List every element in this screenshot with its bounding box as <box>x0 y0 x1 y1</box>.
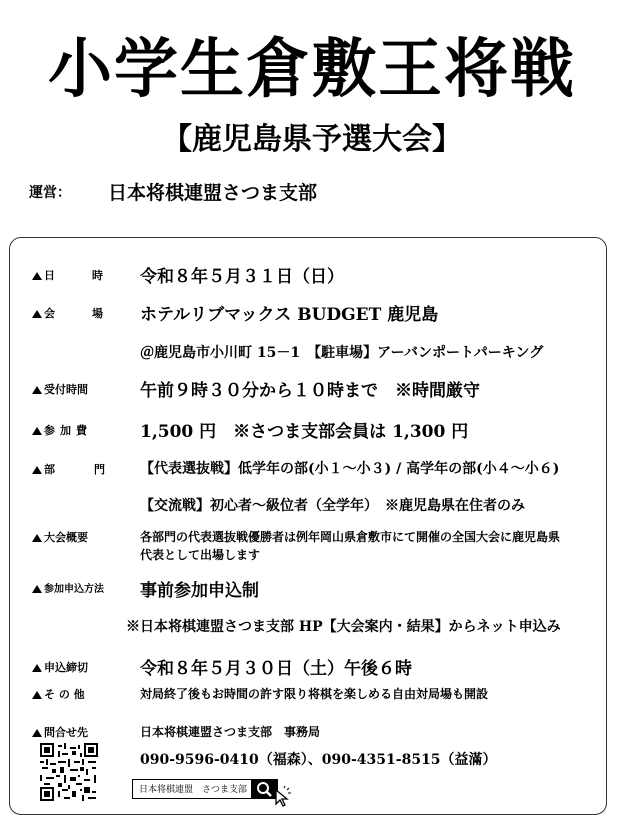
deadline-label: 申込締切 <box>44 661 88 674</box>
division-label: 部 門 <box>44 463 119 476</box>
division-line1: 【代表選抜戦】低学年の部(小１～小３) / 高学年の部(小４～小６) <box>140 461 560 477</box>
info-panel <box>9 237 607 815</box>
organizer-label: 運営： <box>29 185 71 201</box>
shogi-piece-icon <box>32 272 42 280</box>
shogi-piece-icon <box>32 427 42 435</box>
date-label: 日 時 <box>44 269 108 282</box>
application-label: 参加申込方法 <box>44 584 104 595</box>
shogi-piece-icon <box>32 691 42 699</box>
other-value: 対局終了後もお時間の許す限り将棋を楽しめる自由対局場も開設 <box>140 687 489 701</box>
shogi-piece-icon <box>32 664 42 672</box>
date-value: 令和８年５月３１日（日） <box>140 267 344 287</box>
application-note: ※日本将棋連盟さつま支部 HP【大会案内・結果】からネット申込み <box>126 619 561 635</box>
contact-label: 問合せ先 <box>44 726 88 739</box>
deadline-value: 令和８年５月３０日（土）午後６時 <box>140 659 412 679</box>
venue-label: 会 場 <box>44 307 108 320</box>
overview-line2: 代表として出場します <box>140 548 261 562</box>
contact-phones: 090-9596-0410（福森）、090-4351-8515（益滿） <box>140 752 497 768</box>
fee-label: 参加費 <box>44 424 92 437</box>
division-line2: 【交流戦】初心者～級位者（全学年） ※鹿児島県在住者のみ <box>140 498 525 514</box>
pointer-cursor-icon <box>272 786 292 808</box>
shogi-piece-icon <box>32 310 42 318</box>
search-box[interactable]: 日本将棋連盟 さつま支部 <box>132 779 252 799</box>
reception-label: 受付時間 <box>44 383 88 396</box>
shogi-piece-icon <box>32 729 42 737</box>
shogi-piece-icon <box>32 386 42 394</box>
shogi-piece-icon <box>32 466 42 474</box>
shogi-piece-icon <box>32 585 42 593</box>
organizer-name: 日本将棋連盟さつま支部 <box>108 182 318 204</box>
contact-office: 日本将棋連盟さつま支部 事務局 <box>140 725 321 739</box>
other-label: そ の 他 <box>44 688 85 701</box>
qr-code-icon[interactable] <box>40 743 98 801</box>
page-subtitle: 【鹿児島県予選大会】 <box>162 122 462 157</box>
shogi-piece-icon <box>32 534 42 542</box>
fee-value: 1,500 円 ※さつま支部会員は 1,300 円 <box>140 422 469 442</box>
overview-label: 大会概要 <box>44 531 88 544</box>
overview-line1: 各部門の代表選抜戦優勝者は例年岡山県倉敷市にて開催の全国大会に鹿児島県 <box>140 530 561 544</box>
venue-address: ＠鹿児島市小川町 15－1 【駐車場】アーバンポートパーキング <box>140 345 544 361</box>
reception-value: 午前９時３０分から１０時まで ※時間厳守 <box>140 381 480 401</box>
venue-value: ホテルリブマックス BUDGET 鹿児島 <box>140 305 439 325</box>
application-value: 事前参加申込制 <box>140 581 259 601</box>
page-title: 小学生倉敷王将戦 <box>48 32 576 107</box>
